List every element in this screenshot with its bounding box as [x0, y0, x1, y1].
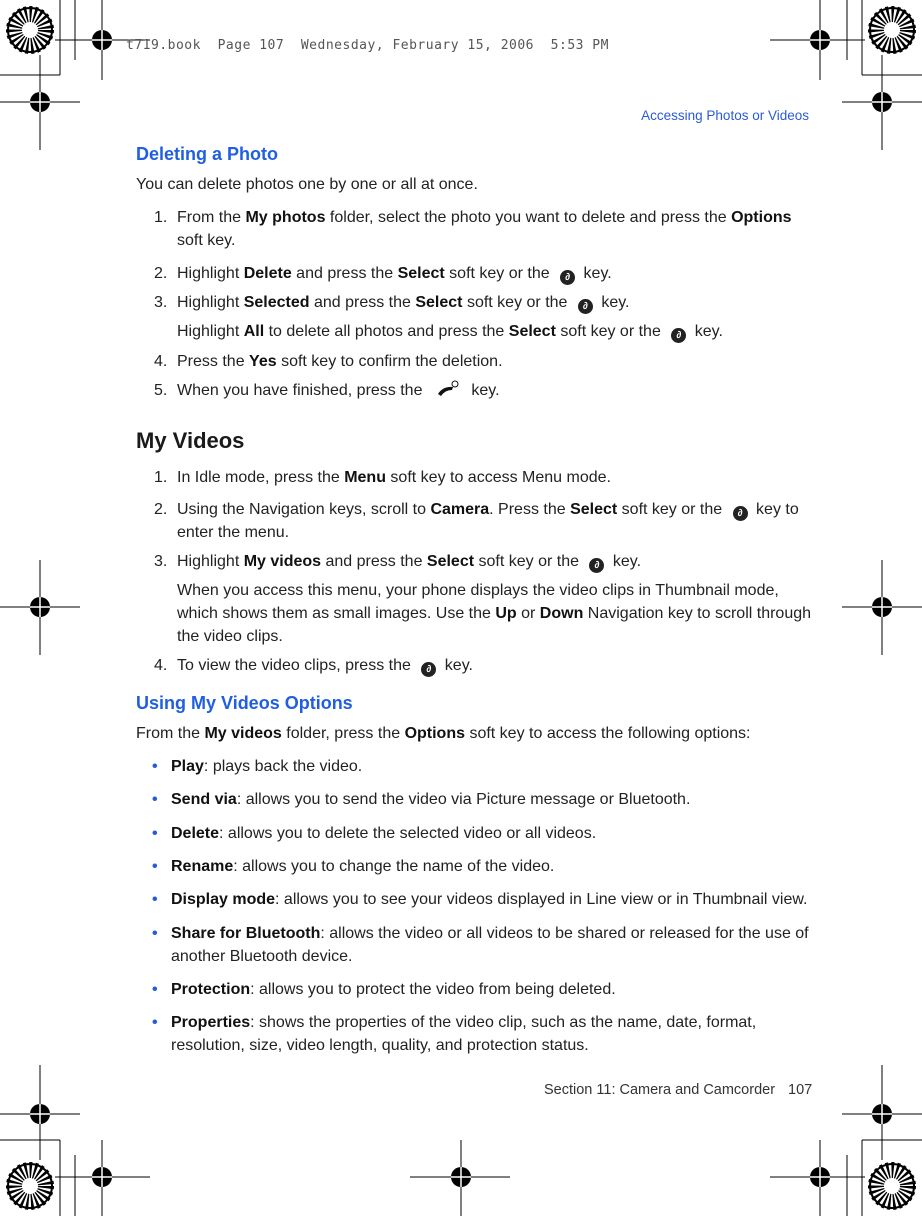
- step-number: 1.: [154, 209, 168, 226]
- options-intro: From the My videos folder, press the Options soft key to access the following options:: [136, 725, 751, 742]
- step-number: 2.: [154, 501, 168, 518]
- footer-section: Section 11: Camera and Camcorder: [544, 1082, 776, 1098]
- deleting-step-3-note: Highlight All to delete all photos and press the Select soft key or the ∂ key.: [177, 323, 723, 341]
- section-title-options: Using My Videos Options: [136, 693, 353, 713]
- bullet-marker: •: [152, 758, 158, 775]
- ok-key-icon: ∂: [560, 270, 575, 285]
- ok-key-icon: ∂: [589, 558, 604, 573]
- step-number: 2.: [154, 265, 168, 282]
- videos-step-4: 4. To view the video clips, press the ∂ key.: [154, 654, 814, 677]
- deleting-step-3: 3. Highlight Selected and press the Select soft key or the ∂ key.: [154, 291, 814, 314]
- bullet-marker: •: [152, 891, 158, 908]
- videos-step-1: 1. In Idle mode, press the Menu soft key to access Menu mode.: [154, 466, 814, 489]
- option-item-protection: • Protection: allows you to protect the video from being deleted.: [152, 978, 812, 1001]
- file-stamp: t719.book Page 107 Wednesday, February 15, 2006 5:53 PM: [126, 38, 609, 53]
- end-key-icon: [435, 379, 461, 399]
- videos-step-3: 3. Highlight My videos and press the Select soft key or the ∂ key.: [154, 550, 814, 573]
- page-number: 107: [788, 1082, 813, 1098]
- step-number: 4.: [154, 353, 168, 370]
- videos-step-2: 2. Using the Navigation keys, scroll to Camera. Press the Select soft key or the ∂ key to enter the menu.: [154, 498, 814, 544]
- step-number: 4.: [154, 657, 168, 674]
- option-item-rename: • Rename: allows you to change the name of the video.: [152, 855, 812, 878]
- running-header: Accessing Photos or Videos: [641, 108, 809, 123]
- bullet-marker: •: [152, 791, 158, 808]
- section-title-deleting: Deleting a Photo: [136, 144, 279, 164]
- ok-key-icon: ∂: [733, 506, 748, 521]
- option-item-share-bluetooth: • Share for Bluetooth: allows the video or all videos to be shared or released for the use of another Bluetooth device.: [152, 922, 812, 968]
- option-item-display-mode: • Display mode: allows you to see your videos displayed in Line view or in Thumbnail view.: [152, 888, 812, 911]
- step-number: 1.: [154, 469, 168, 486]
- option-item-delete: • Delete: allows you to delete the selected video or all videos.: [152, 822, 812, 845]
- deleting-step-1: 1. From the My photos folder, select the photo you want to delete and press the Options soft key.: [154, 206, 814, 252]
- option-item-play: • Play: plays back the video.: [152, 755, 812, 778]
- deleting-step-5: 5. When you have finished, press the key.: [154, 379, 814, 402]
- option-item-send-via: • Send via: allows you to send the video via Picture message or Bluetooth.: [152, 788, 812, 811]
- bullet-marker: •: [152, 1014, 158, 1031]
- section-title-my-videos: My Videos: [136, 428, 245, 453]
- deleting-step-4: 4. Press the Yes soft key to confirm the deletion.: [154, 350, 814, 373]
- bullet-marker: •: [152, 858, 158, 875]
- option-item-properties: • Properties: shows the properties of the video clip, such as the name, date, format, resolution, size, video length, quality, and protection status.: [152, 1011, 812, 1057]
- step-number: 3.: [154, 553, 168, 570]
- bullet-marker: •: [152, 981, 158, 998]
- ok-key-icon: ∂: [421, 662, 436, 677]
- videos-step-3-note: When you access this menu, your phone displays the video clips in Thumbnail mode, which shows them as small images. Use the Up or Down Navigation key to scroll through the video clips.: [177, 582, 812, 645]
- step-number: 3.: [154, 294, 168, 311]
- bullet-marker: •: [152, 925, 158, 942]
- ok-key-icon: ∂: [578, 299, 593, 314]
- ok-key-icon: ∂: [671, 328, 686, 343]
- deleting-step-2: 2. Highlight Delete and press the Select soft key or the ∂ key.: [154, 262, 814, 285]
- step-number: 5.: [154, 382, 168, 399]
- deleting-intro: You can delete photos one by one or all at once.: [136, 176, 478, 193]
- bullet-marker: •: [152, 825, 158, 842]
